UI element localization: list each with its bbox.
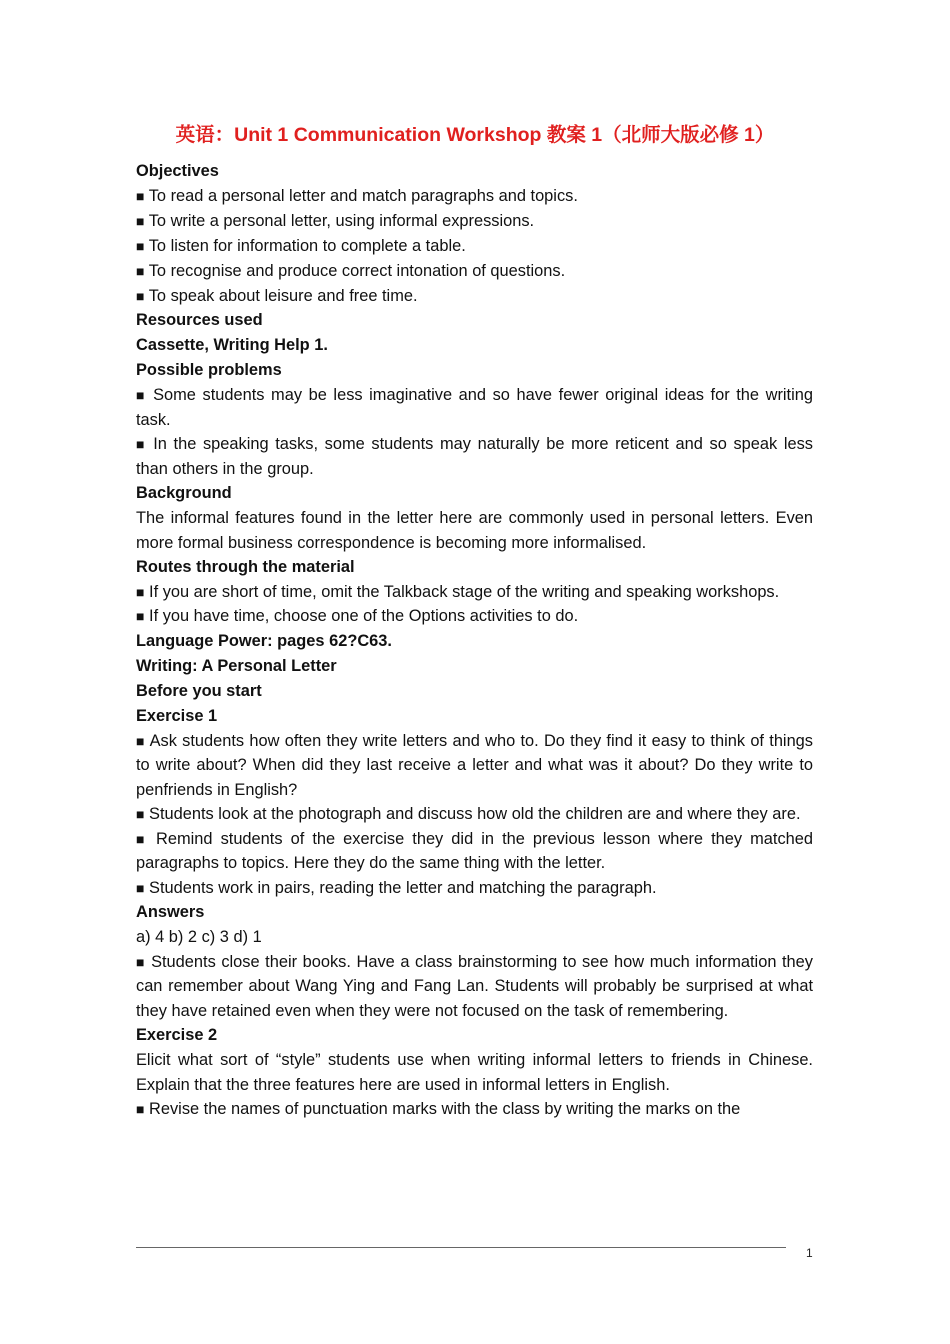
bullet-icon: ■ bbox=[136, 187, 145, 204]
resources-text: Cassette, Writing Help 1. bbox=[136, 336, 328, 355]
resources-heading: Resources used bbox=[136, 311, 263, 330]
exercise1-text: Ask students how often they write letters and who to. Do they find it easy to think of things to write about? When did they last receive a letter and what was it about? Do they write to penfriends in English? bbox=[136, 731, 813, 799]
exercise2-item bbox=[136, 1097, 813, 1122]
exercise1-item bbox=[136, 827, 813, 876]
objective-item bbox=[136, 259, 813, 284]
route-text: If you are short of time, omit the Talkback stage of the writing and speaking workshops. bbox=[149, 582, 780, 601]
exercise1-item bbox=[136, 729, 813, 803]
bullet-icon: ■ bbox=[136, 732, 146, 749]
bullet-icon: ■ bbox=[136, 830, 148, 847]
bullet-icon: ■ bbox=[136, 212, 145, 229]
objective-text: To speak about leisure and free time. bbox=[148, 286, 418, 305]
bullet-icon: ■ bbox=[136, 879, 145, 896]
objective-item bbox=[136, 184, 813, 209]
bullet-icon: ■ bbox=[136, 806, 145, 823]
exercise1-item bbox=[136, 802, 813, 827]
route-item bbox=[136, 580, 813, 605]
objective-item bbox=[136, 234, 813, 259]
bullet-icon: ■ bbox=[136, 287, 145, 304]
exercise2-item-text: Revise the names of punctuation marks with the class by writing the marks on the bbox=[149, 1100, 741, 1119]
background-heading: Background bbox=[136, 484, 232, 503]
answers-note bbox=[136, 950, 813, 1024]
objectives-heading: Objectives bbox=[136, 162, 219, 180]
problem-item bbox=[136, 383, 813, 432]
objective-item bbox=[136, 209, 813, 234]
bullet-icon: ■ bbox=[136, 1101, 145, 1118]
problems-heading: Possible problems bbox=[136, 361, 282, 380]
exercise1-text: Students work in pairs, reading the letter and matching the paragraph. bbox=[149, 878, 657, 897]
problem-text: In the speaking tasks, some students may naturally be more reticent and so speak less than others in the group. bbox=[136, 435, 813, 478]
bullet-icon: ■ bbox=[136, 436, 147, 453]
route-text: If you have time, choose one of the Options activities to do. bbox=[149, 607, 579, 626]
bullet-icon: ■ bbox=[136, 237, 145, 254]
answers-heading: Answers bbox=[136, 903, 205, 922]
footer-divider bbox=[136, 1247, 786, 1248]
page-title: 英语：Unit 1 Communication Workshop 教案 1（北师大版必修 1） bbox=[175, 124, 775, 146]
objective-item bbox=[136, 284, 813, 309]
exercise1-heading: Exercise 1 bbox=[136, 706, 218, 725]
background-text: The informal features found in the letter here are commonly used in personal letters. Even more formal business correspondence is becoming more informalised. bbox=[136, 509, 813, 552]
bullet-icon: ■ bbox=[136, 953, 146, 970]
problem-item bbox=[136, 432, 813, 481]
objective-text: To write a personal letter, using informal expressions. bbox=[148, 211, 535, 230]
objective-text: To listen for information to complete a table. bbox=[148, 236, 466, 255]
objective-text: To recognise and produce correct intonation of questions. bbox=[148, 261, 566, 280]
route-item bbox=[136, 604, 813, 629]
exercise1-item bbox=[136, 876, 813, 901]
bullet-icon: ■ bbox=[136, 262, 145, 279]
bullet-icon: ■ bbox=[136, 608, 145, 625]
exercise1-text: Remind students of the exercise they did in the previous lesson where they matched paragraphs to topics. Here they do the same thing with the letter. bbox=[136, 829, 813, 873]
objective-text: To read a personal letter and match paragraphs and topics. bbox=[148, 186, 578, 205]
page-number: 1 bbox=[806, 1246, 813, 1260]
routes-heading: Routes through the material bbox=[136, 558, 355, 577]
before-start-heading: Before you start bbox=[136, 681, 262, 700]
bullet-icon: ■ bbox=[136, 387, 147, 404]
document-body bbox=[136, 159, 813, 1122]
bullet-icon: ■ bbox=[136, 583, 145, 600]
answers-text: a) 4 b) 2 c) 3 d) 1 bbox=[136, 928, 262, 946]
exercise1-text: Students look at the photograph and discuss how old the children are and where they are. bbox=[149, 805, 801, 824]
answers-note-text: Students close their books. Have a class brainstorming to see how much information they can remember about Wang Ying and Fang Lan. Students will probably be surprised at what they have retained even when they were not focused on the task of remembering. bbox=[136, 952, 813, 1020]
exercise2-heading: Exercise 2 bbox=[136, 1026, 218, 1045]
problem-text: Some students may be less imaginative and so have fewer original ideas for the writing task. bbox=[136, 386, 813, 429]
exercise2-text: Elicit what sort of “style” students use when writing informal letters to friends in Chinese. Explain that the three features here are used in informal letters in English. bbox=[136, 1051, 813, 1094]
language-power: Language Power: pages 62?C63. bbox=[136, 631, 392, 650]
writing-heading: Writing: A Personal Letter bbox=[136, 656, 337, 675]
